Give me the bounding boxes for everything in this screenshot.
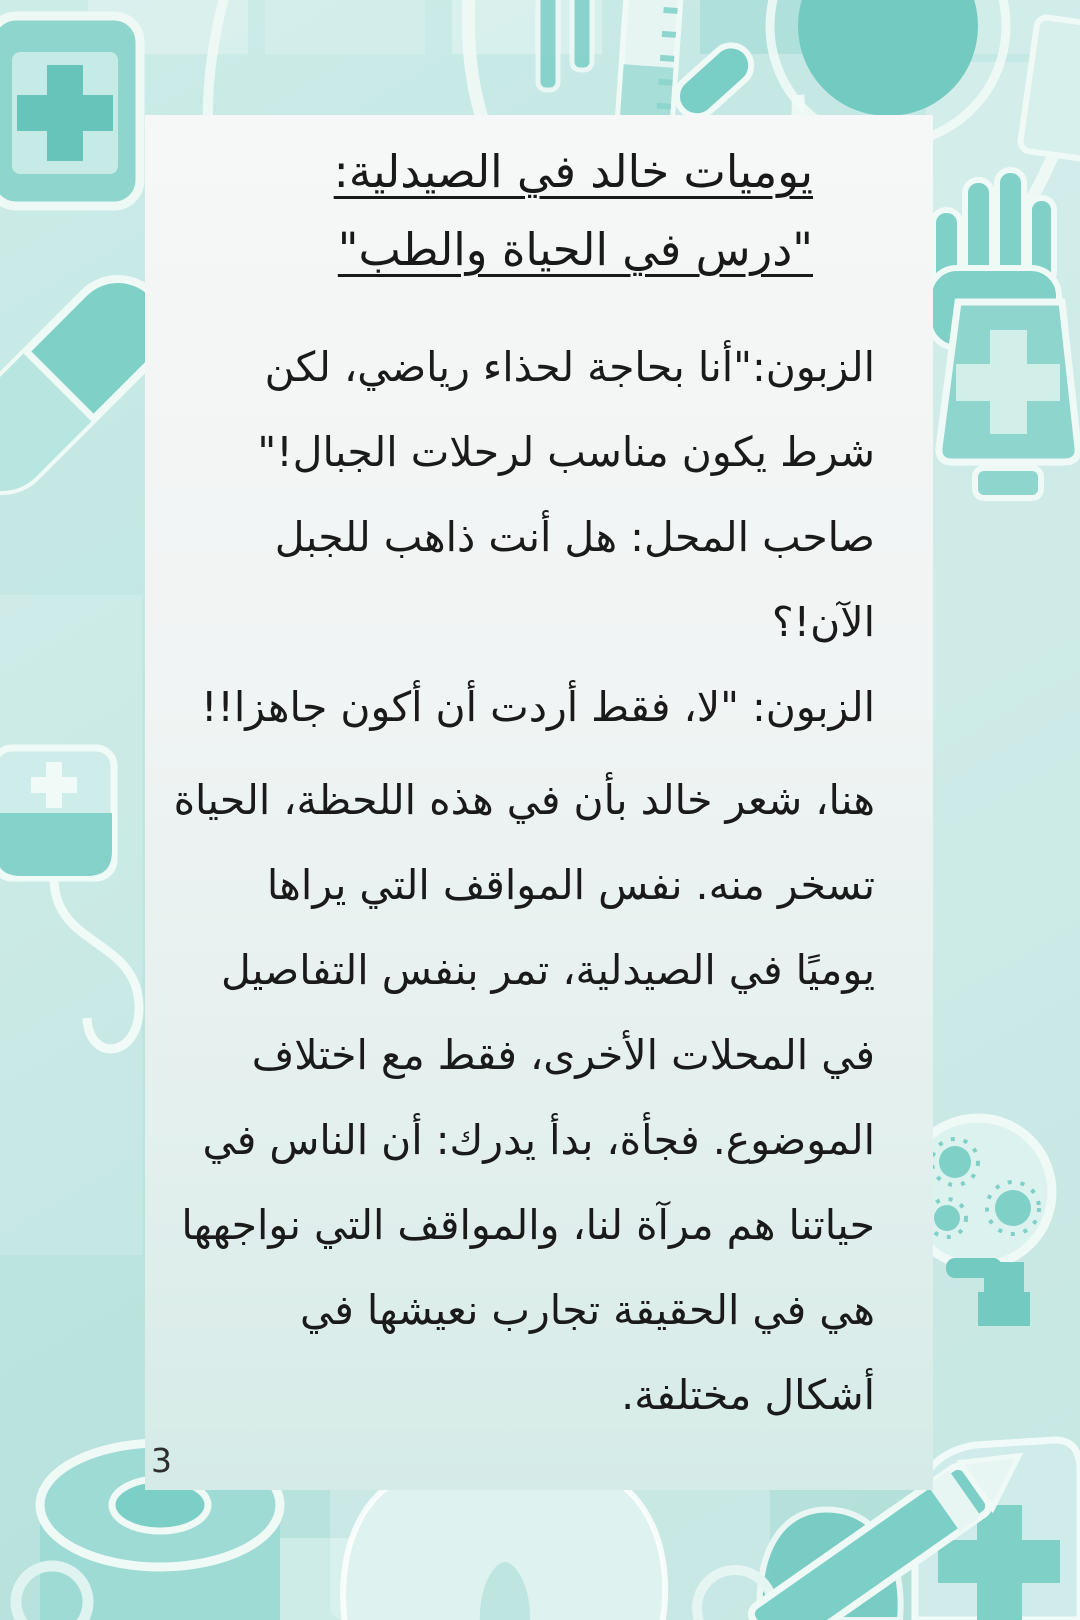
body-line: الزبون: "لا، فقط أردت أن أكون جاهزا!! <box>200 683 875 731</box>
first-aid-kit-icon <box>0 16 140 206</box>
content-card <box>145 115 933 1490</box>
story-text <box>145 289 933 1438</box>
body-line: أشكال مختلفة. <box>621 1371 875 1419</box>
body-line: الآن!؟ <box>771 598 875 646</box>
body-line: صاحب المحل: هل أنت ذاهب للجبل <box>274 513 875 561</box>
body-line: الموضوع. فجأة، بدأ يدرك: أن الناس في <box>202 1116 875 1164</box>
title-block <box>145 115 933 289</box>
body-line: حياتنا هم مرآة لنا، والمواقف التي نواجهها <box>181 1201 875 1249</box>
body-line: شرط يكون مناسب لرحلات الجبال!" <box>257 428 875 476</box>
body-line: هي في الحقيقة تجارب نعيشها في <box>300 1286 875 1334</box>
page-title-line-2: "درس في الحياة والطب" <box>337 223 813 276</box>
body-line: تسخر منه. نفس المواقف التي يراها <box>266 861 875 909</box>
body-line: يوميًا في الصيدلية، تمر بنفس التفاصيل <box>220 946 875 994</box>
body-line: في المحلات الأخرى، فقط مع اختلاف <box>251 1031 875 1079</box>
body-line: الزبون:"أنا بحاجة لحذاء رياضي، لكن <box>264 343 875 391</box>
page-number: 3 <box>151 1441 172 1480</box>
page-title-line-1: يوميات خالد في الصيدلية: <box>333 145 813 198</box>
body-line: هنا، شعر خالد بأن في هذه اللحظة، الحياة <box>173 776 875 824</box>
